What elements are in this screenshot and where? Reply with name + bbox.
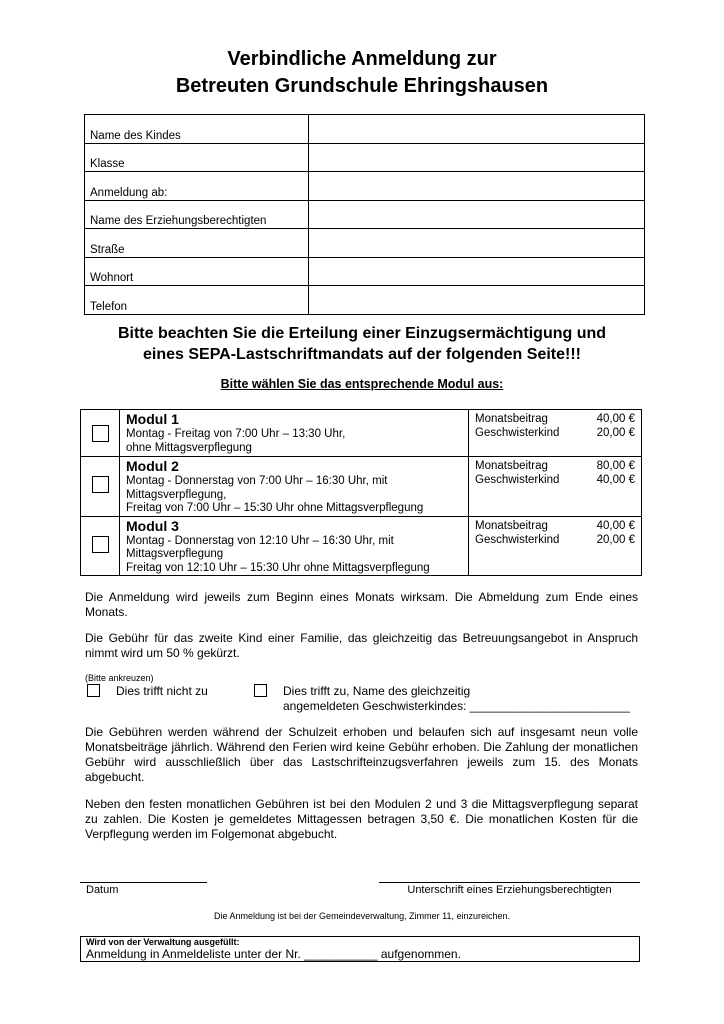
sibling-no-label: Dies trifft nicht zu bbox=[116, 684, 208, 698]
fee-amount: 80,00 € bbox=[596, 460, 635, 472]
module-line: Mittagsverpflegung, bbox=[126, 488, 227, 501]
signature-line[interactable] bbox=[379, 882, 640, 883]
info-row bbox=[85, 200, 645, 229]
module-line: ohne Mittagsverpflegung bbox=[126, 441, 252, 454]
module-title: Modul 2 bbox=[126, 458, 179, 474]
admin-text: Anmeldung in Anmeldeliste unter der Nr. ___________ aufgenommen. bbox=[86, 947, 461, 961]
paragraph-registration: Die Anmeldung wird jeweils zum Beginn eines Monats wirksam. Die Abmeldung zum Ende eines Monats. bbox=[85, 590, 638, 619]
module-title: Modul 1 bbox=[126, 411, 179, 427]
module-fees bbox=[469, 457, 642, 517]
module-2-checkbox[interactable] bbox=[92, 476, 109, 493]
module-fees bbox=[469, 516, 642, 576]
field-label: Anmeldung ab: bbox=[85, 172, 309, 201]
module-line: Montag - Freitag von 7:00 Uhr – 13:30 Uhr, bbox=[126, 428, 346, 440]
field-label: Name des Kindes bbox=[85, 115, 309, 144]
sibling-yes-line-1: Dies trifft zu, Name des gleichzeitig bbox=[283, 684, 471, 698]
fee-label: Geschwisterkind bbox=[475, 474, 560, 486]
submit-note: Die Anmeldung ist bei der Gemeindeverwaltung, Zimmer 11, einzureichen. bbox=[214, 911, 510, 921]
paragraph-sibling-discount: Die Gebühr für das zweite Kind einer Familie, das gleichzeitig das Betreuungsangebot in Anspruch nimmt wird um 50 % gekürzt. bbox=[85, 631, 638, 660]
fee-amount: 40,00 € bbox=[596, 519, 635, 532]
tick-hint: (Bitte ankreuzen) bbox=[85, 673, 154, 683]
module-line: Montag - Donnerstag von 12:10 Uhr – 16:30 Uhr, mit bbox=[126, 534, 394, 547]
fee-label: Monatsbeitrag bbox=[475, 460, 548, 472]
module-1-checkbox[interactable] bbox=[92, 425, 109, 442]
field-label: Telefon bbox=[85, 286, 309, 315]
fee-amount: 40,00 € bbox=[596, 474, 635, 486]
sibling-yes-checkbox[interactable] bbox=[254, 684, 267, 697]
module-line: Freitag von 7:00 Uhr – 15:30 Uhr ohne Mittagsverpflegung bbox=[126, 502, 424, 514]
fee-label: Geschwisterkind bbox=[475, 533, 560, 546]
module-row-3 bbox=[81, 516, 642, 576]
class-field[interactable] bbox=[309, 143, 645, 172]
title-line-1: Verbindliche Anmeldung zur bbox=[227, 48, 497, 70]
title-line-2: Betreuten Grundschule Ehringshausen bbox=[175, 75, 549, 97]
module-line: Freitag von 12:10 Uhr – 15:30 Uhr ohne Mittagsverpflegung bbox=[126, 561, 430, 574]
info-row bbox=[85, 115, 645, 144]
info-row bbox=[85, 143, 645, 172]
paragraph-meals: Neben den festen monatlichen Gebühren ist bei den Modulen 2 und 3 die Mittagsverpflegung separat zu zahlen. Die Kosten je gemeldetes Mittagessen betragen 3,50 €. Die monatlichen Kosten für die Verpflegung werden im Folgemonat abgebucht. bbox=[85, 797, 638, 841]
child-name-field[interactable] bbox=[309, 115, 645, 144]
guardian-name-field[interactable] bbox=[309, 200, 645, 229]
admin-heading: Wird von der Verwaltung ausgefüllt: bbox=[86, 937, 240, 947]
module-line: Mittagsverpflegung bbox=[126, 548, 224, 560]
notice-line-2: eines SEPA-Lastschriftmandats auf der folgenden Seite!!! bbox=[142, 346, 581, 363]
sibling-yes-line-2[interactable]: angemeldeten Geschwisterkindes: ________________________ bbox=[283, 699, 630, 713]
sibling-no-checkbox[interactable] bbox=[87, 684, 100, 697]
fee-amount: 20,00 € bbox=[596, 533, 635, 546]
paragraph-fees: Die Gebühren werden während der Schulzeit erhoben und belaufen sich auf insgesamt neun volle Monatsbeiträge jährlich. Während den Ferien wird keine Gebühr erhoben. Die Zahlung der monatlichen Gebühr wird ausschließlich über das Lastschrifteinzugsverfahren jeweils zum 15. des Monats abgebucht. bbox=[85, 725, 638, 784]
sepa-notice bbox=[0, 323, 724, 365]
info-row bbox=[85, 257, 645, 286]
fee-label: Monatsbeitrag bbox=[475, 519, 548, 532]
fee-amount: 20,00 € bbox=[596, 427, 635, 439]
fee-label: Geschwisterkind bbox=[475, 427, 560, 439]
page-title bbox=[0, 46, 724, 100]
module-row-2 bbox=[81, 457, 642, 517]
city-field[interactable] bbox=[309, 257, 645, 286]
field-label: Name des Erziehungsberechtigten bbox=[85, 200, 309, 229]
start-date-field[interactable] bbox=[309, 172, 645, 201]
sibling-yes-label bbox=[283, 684, 630, 714]
fee-label: Monatsbeitrag bbox=[475, 413, 548, 425]
phone-field[interactable] bbox=[309, 286, 645, 315]
info-row bbox=[85, 286, 645, 315]
module-3-checkbox[interactable] bbox=[92, 536, 109, 553]
info-row bbox=[85, 229, 645, 258]
field-label: Klasse bbox=[85, 143, 309, 172]
date-label: Datum bbox=[86, 884, 119, 896]
notice-line-1: Bitte beachten Sie die Erteilung einer Einzugsermächtigung und bbox=[117, 325, 607, 342]
info-row bbox=[85, 172, 645, 201]
admin-box bbox=[80, 936, 640, 962]
street-field[interactable] bbox=[309, 229, 645, 258]
module-row-1 bbox=[81, 410, 642, 457]
date-line[interactable] bbox=[80, 882, 207, 883]
field-label: Straße bbox=[85, 229, 309, 258]
signature-label: Unterschrift eines Erziehungsberechtigten bbox=[407, 884, 612, 896]
module-fees bbox=[469, 410, 642, 457]
child-info-table bbox=[84, 114, 645, 315]
module-title: Modul 3 bbox=[126, 517, 179, 534]
choose-module-heading: Bitte wählen Sie das entsprechende Modul aus: bbox=[220, 377, 504, 391]
field-label: Wohnort bbox=[85, 257, 309, 286]
module-table bbox=[80, 409, 642, 576]
module-line: Montag - Donnerstag von 7:00 Uhr – 16:30 Uhr, mit bbox=[126, 475, 388, 487]
fee-amount: 40,00 € bbox=[596, 413, 635, 425]
